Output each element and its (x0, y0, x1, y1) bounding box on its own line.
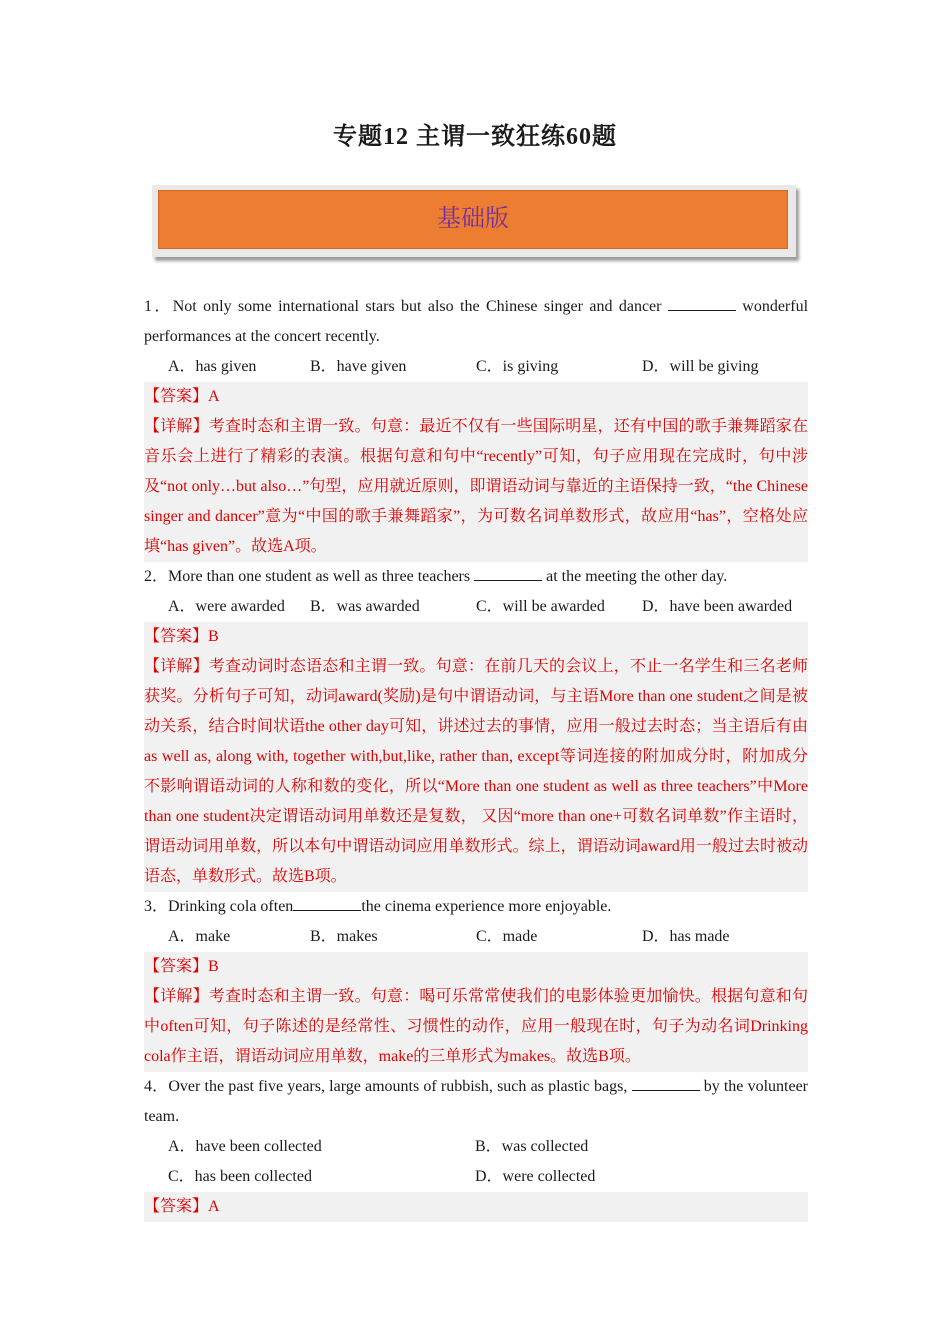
question-4 (144, 1072, 808, 1222)
option-b: B．was collected (475, 1138, 589, 1155)
options-row (144, 1132, 808, 1162)
question-stem: 1．Not only some international stars but also the Chinese singer and dancer wonderful performances at the concert recently. (144, 298, 809, 345)
option-a: A．make (168, 928, 231, 945)
answer-block (144, 1192, 808, 1222)
option-b: B．makes (310, 928, 378, 945)
section-banner (152, 185, 796, 257)
question-list (144, 292, 808, 1222)
option-d: D．has made (642, 928, 730, 945)
option-a: A．were awarded (168, 598, 285, 615)
answer-block (144, 952, 808, 1072)
options-row (144, 592, 808, 622)
banner-label: 基础版 (158, 190, 788, 249)
answer-line: 【答案】B (144, 628, 219, 645)
page-title: 专题12 主谓一致狂练60题 (333, 124, 617, 150)
option-d: D．were collected (475, 1168, 596, 1185)
question-stem: 3．Drinking cola often the cinema experience more enjoyable. (144, 898, 612, 915)
answer-block (144, 382, 808, 562)
explanation-text: 【详解】考查时态和主谓一致。句意：最近不仅有一些国际明星，还有中国的歌手兼舞蹈家在音乐会上进行了精彩的表演。根据句意和句中“recently”可知，句子应用现在完成时，句中涉及“not only…but also…”句型，应用就近原则，即谓语动词与靠近的主语保持一致，“the Chinese singer and dancer”意为“中国的歌手兼舞蹈家”，为可数名词单数形式，故应用“has”，空格处应填“has given”。故选A项。 (144, 418, 808, 555)
option-d: D．will be giving (642, 358, 759, 375)
options-row (144, 1162, 808, 1192)
option-a: A．have been collected (168, 1138, 322, 1155)
option-c: C．made (476, 928, 538, 945)
explanation-text: 【详解】考查时态和主谓一致。句意：喝可乐常常使我们的电影体验更加愉快。根据句意和句中often可知，句子陈述的是经常性、习惯性的动作，应用一般现在时，句子为动名词Drinking cola作主语，谓语动词应用单数，make的三单形式为makes。故选B项。 (144, 988, 808, 1065)
question-1 (144, 292, 808, 562)
question-3 (144, 892, 808, 1072)
option-c: C．has been collected (168, 1168, 312, 1185)
options-row (144, 352, 808, 382)
answer-block (144, 622, 808, 892)
question-2 (144, 562, 808, 892)
option-d: D．have been awarded (642, 598, 793, 615)
answer-blank (632, 1076, 700, 1091)
answer-blank (668, 296, 736, 311)
answer-line: 【答案】A (144, 1198, 220, 1215)
option-c: C．is giving (476, 358, 559, 375)
option-c: C．will be awarded (476, 598, 605, 615)
answer-blank (474, 566, 542, 581)
option-b: B．was awarded (310, 598, 420, 615)
options-row (144, 922, 808, 952)
question-stem: 2．More than one student as well as three teachers at the meeting the other day. (144, 568, 728, 585)
answer-line: 【答案】A (144, 388, 220, 405)
answer-blank (293, 896, 361, 911)
explanation-text: 【详解】考查动词时态语态和主谓一致。句意：在前几天的会议上，不止一名学生和三名老师获奖。分析句子可知，动词award(奖励)是句中谓语动词，与主语More than one student之间是被动关系，结合时间状语the other day可知，讲述过去的事情，应用一般过去时态；当主语后有由 as well as, along with, together with,but,like, rather than, except等词连接的附加成分时，附加成分不影响谓语动词的人称和数的变化，所以“More than one student as well as three teachers”中More than one student决定谓语动词用单数还是复数， 又因“more than one+可数名词单数”作主语时，谓语动词用单数，所以本句中谓语动词应用单数形式。综上，谓语动词award用一般过去时被动语态，单数形式。故选B项。 (144, 658, 808, 885)
option-b: B．have given (310, 358, 407, 375)
answer-line: 【答案】B (144, 958, 219, 975)
option-a: A．has given (168, 358, 257, 375)
question-stem: 4．Over the past five years, large amounts of rubbish, such as plastic bags, by the volunteer team. (144, 1078, 808, 1125)
